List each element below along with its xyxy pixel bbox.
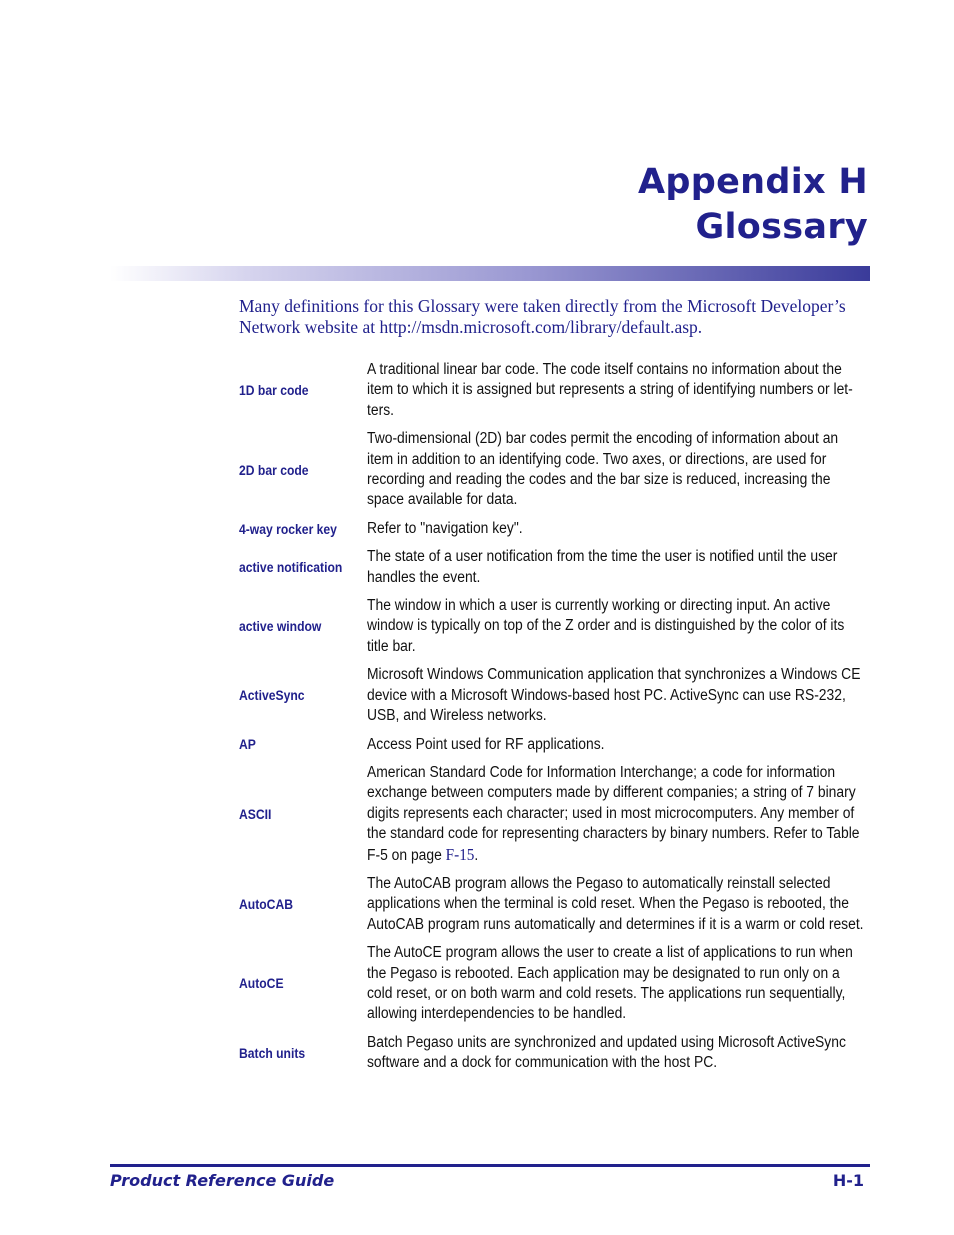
glossary-term: ActiveSync — [239, 688, 305, 704]
title-gradient-bar — [110, 266, 870, 281]
glossary-term: AP — [239, 737, 256, 753]
glossary-definition — [367, 735, 925, 755]
glossary-definition — [367, 519, 925, 539]
glossary-entry — [239, 429, 869, 511]
intro-paragraph — [239, 296, 869, 338]
glossary-definition — [367, 360, 925, 421]
glossary-definition — [367, 874, 925, 935]
intro-end: . — [697, 317, 703, 337]
glossary-entry — [239, 943, 869, 1025]
footer-page-number: H-1 — [832, 1171, 864, 1190]
glossary-entry — [239, 665, 869, 726]
glossary-entry — [239, 763, 869, 866]
glossary-definition — [367, 943, 925, 1025]
ascii-definition-end: . — [474, 846, 479, 864]
glossary-definition — [367, 596, 925, 657]
glossary-list — [239, 360, 869, 1082]
glossary-definition — [367, 429, 925, 511]
glossary-definition-text: The AutoCE program allows the user to create a list of applications to run when the Pegaso is rebooted. Each application may be designated to run only on a cold reset, or on both warm and cold resets. The applications run sequentially, allowing interdependencies to be handled. — [367, 944, 853, 1023]
glossary-entry — [239, 1033, 869, 1074]
glossary-term: Batch units — [239, 1045, 306, 1061]
page-title — [638, 160, 868, 250]
glossary-definition-text: The AutoCAB program allows the Pegaso to automatically reinstall selected applications when the terminal is cold reset. When the Pegaso is rebooted, the AutoCAB program runs automatically and determines if it is a warm or cold reset. — [367, 874, 864, 933]
page-reference-link[interactable]: F-15 — [445, 844, 475, 864]
glossary-term: 4-way rocker key — [239, 521, 337, 537]
glossary-definition-text — [367, 763, 866, 866]
glossary-term: AutoCAB — [239, 897, 293, 913]
glossary-entry — [239, 596, 869, 657]
glossary-definition — [367, 763, 925, 866]
glossary-entry — [239, 547, 869, 588]
glossary-definition-text: A traditional linear bar code. The code itself contains no information about the item to which it is assigned but represents a string of identifying numbers or let-ters. — [367, 361, 853, 419]
glossary-definition — [367, 547, 925, 588]
intro-text: Many definitions for this Glossary were taken directly from the Microsoft Developer’s Network website at — [239, 296, 846, 337]
glossary-entry — [239, 360, 869, 421]
glossary-definition-text: Two-dimensional (2D) bar codes permit the encoding of information about an item in addition to an identifying code. Two axes, or directions, are used for recording and reading the codes and the bar size is reduced, increasing the space available for data. — [367, 430, 839, 509]
glossary-entry — [239, 519, 869, 539]
title-line-appendix: Appendix H — [638, 162, 868, 202]
glossary-term: AutoCE — [239, 976, 284, 992]
msdn-link[interactable]: http://msdn.microsoft.com/library/default.asp — [379, 317, 698, 337]
glossary-term: ASCII — [239, 806, 272, 822]
glossary-definition-text: Microsoft Windows Communication application that synchronizes a Windows CE device with a Microsoft Windows-based host PC. ActiveSync can use RS-232, USB, and Wireless networks. — [367, 666, 861, 725]
glossary-term: 1D bar code — [239, 383, 309, 399]
glossary-entry — [239, 735, 869, 755]
glossary-definition-text: Refer to "navigation key". — [367, 519, 523, 537]
footer-rule — [110, 1164, 870, 1167]
glossary-definition-text: Access Point used for RF applications. — [367, 735, 605, 753]
glossary-term: active notification — [239, 560, 343, 576]
glossary-definition-text: The state of a user notification from the time the user is notified until the user handles the event. — [367, 548, 838, 586]
glossary-term: 2D bar code — [239, 462, 309, 478]
glossary-term: active window — [239, 619, 322, 635]
glossary-definition — [367, 1033, 925, 1074]
glossary-definition-text: Batch Pegaso units are synchronized and updated using Microsoft ActiveSync software and a dock for communication with the host PC. — [367, 1033, 846, 1072]
glossary-entry — [239, 874, 869, 935]
glossary-definition-text: The window in which a user is currently working or directing input. An active window is typically on top of the Z order and is distinguished by the color of its title bar. — [367, 597, 845, 655]
glossary-definition — [367, 665, 925, 726]
footer-guide-title: Product Reference Guide — [110, 1171, 335, 1190]
ascii-definition-text: American Standard Code for Information Interchange; a code for information exchange between computers made by different companies; a string of 7 binary digits represents each character; used in most microcomputers. Any member of the standard code for representing characters by binary numbers. Refer to Table F-5 on page — [367, 763, 860, 864]
title-line-glossary: Glossary — [695, 207, 868, 247]
